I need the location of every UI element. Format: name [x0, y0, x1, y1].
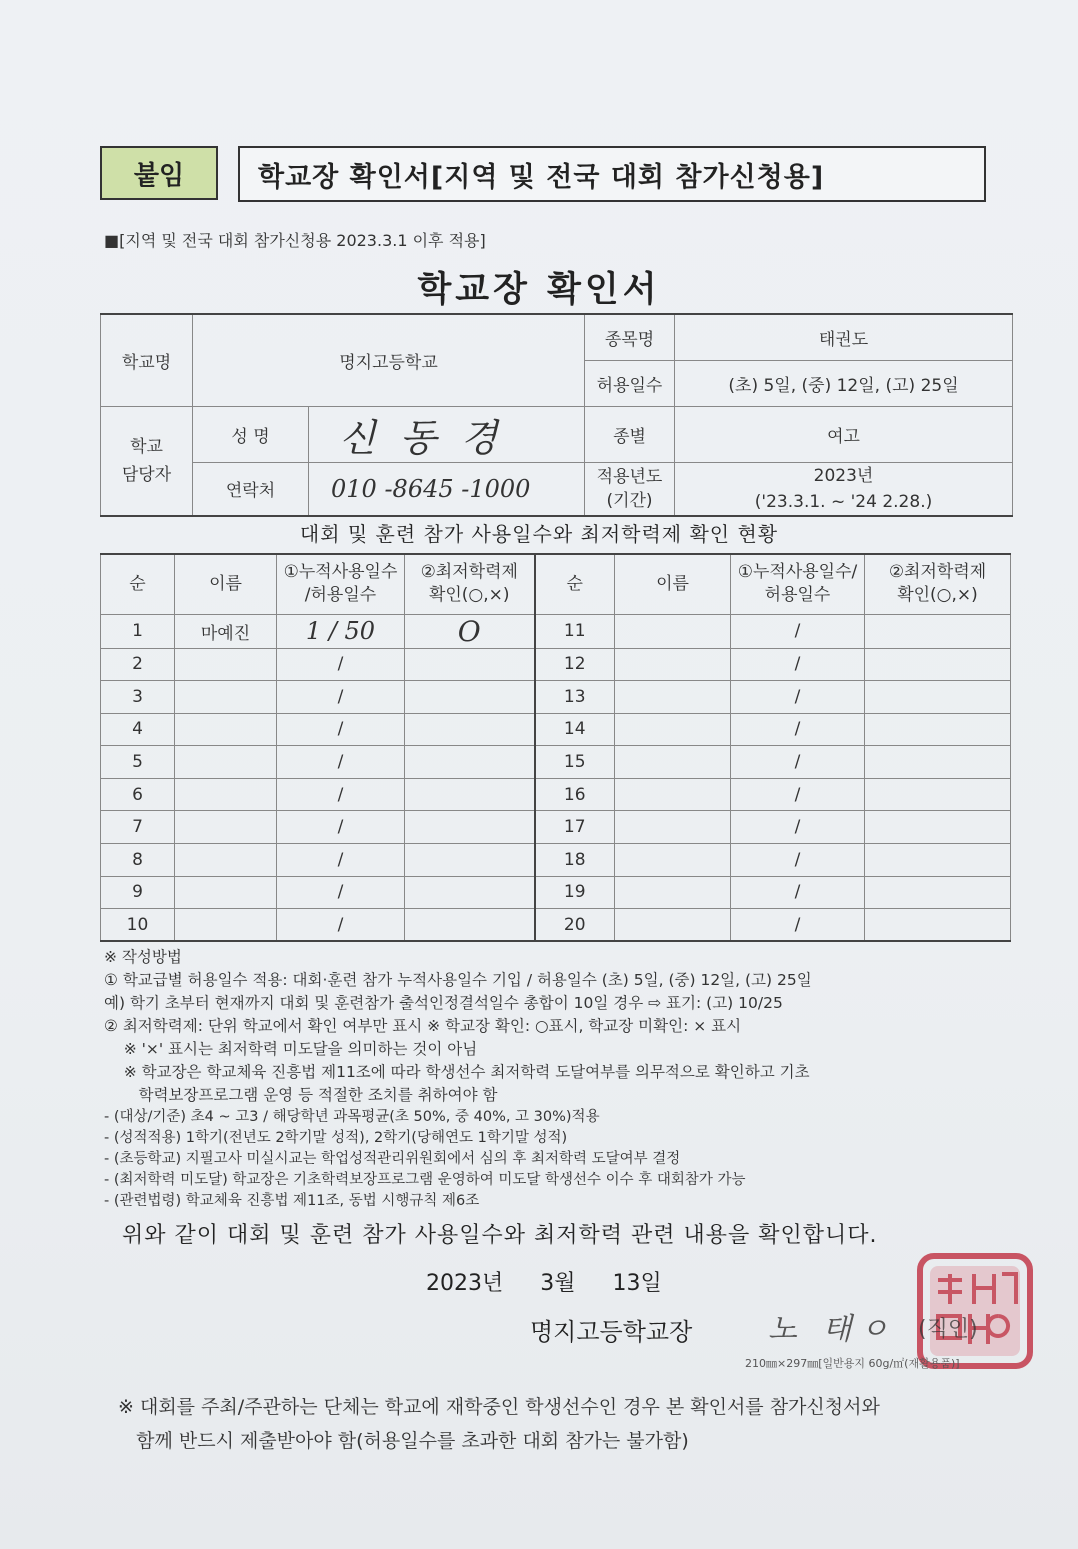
usage-table	[100, 553, 1011, 942]
table-row	[101, 778, 1011, 811]
contact-value: 010 -8645 -1000	[309, 462, 585, 516]
row-number-right: 16	[535, 778, 615, 811]
academic-check	[405, 876, 535, 909]
row-number-right: 13	[535, 681, 615, 714]
student-name-right	[615, 811, 731, 844]
academic-check	[405, 713, 535, 746]
year-value-cell	[675, 462, 1013, 516]
note-line: - (관련법령) 학교체육 진흥법 제11조, 동법 시행규칙 제6조	[104, 1193, 480, 1209]
student-name-right	[615, 681, 731, 714]
date-month: 3월	[540, 1271, 576, 1296]
period-label: (기간)	[606, 490, 653, 511]
header-acad-right-line2: 확인(○,×)	[897, 585, 978, 606]
confirmation-statement: 위와 같이 대회 및 훈련 참가 사용일수와 최저학력 관련 내용을 확인합니다.	[122, 1223, 878, 1248]
days-used: /	[277, 909, 405, 942]
manager-label: 학교 담당자	[101, 406, 193, 516]
header-no-right: 순	[535, 554, 615, 614]
contact-label: 연락처	[193, 462, 309, 516]
row-number: 6	[101, 778, 175, 811]
note-line: 학력보장프로그램 운영 등 적절한 조치를 취하여야 함	[104, 1086, 498, 1104]
row-number: 4	[101, 713, 175, 746]
header-days-line1: ①누적사용일수	[283, 562, 398, 583]
row-number: 1	[101, 614, 175, 648]
days-used-right: /	[731, 811, 865, 844]
student-name-right	[615, 876, 731, 909]
academic-check	[405, 811, 535, 844]
row-number: 9	[101, 876, 175, 909]
note-line: ② 최저학력제: 단위 학교에서 확인 여부만 표시 ※ 학교장 확인: ○표시, 학교장 미확인: × 표시	[104, 1017, 742, 1035]
days-used: /	[277, 648, 405, 681]
header-days	[277, 554, 405, 614]
table-row	[101, 876, 1011, 909]
academic-check-right	[865, 713, 1011, 746]
student-name	[175, 713, 277, 746]
note-line: - (초등학교) 지필고사 미실시교는 학업성적관리위원회에서 심의 후 최저학력 도달여부 결정	[104, 1151, 681, 1167]
header-acad-right-line1: ②최저학력제	[888, 562, 987, 583]
student-name	[175, 746, 277, 779]
academic-check-right	[865, 681, 1011, 714]
student-name	[175, 681, 277, 714]
row-number-right: 17	[535, 811, 615, 844]
header-days-right	[731, 554, 865, 614]
row-number-right: 18	[535, 844, 615, 877]
days-used-right: /	[731, 844, 865, 877]
header-days-right-line1: ①누적사용일수/	[737, 562, 858, 583]
instructions	[104, 946, 1014, 1212]
period-value: ('23.3.1. ~ '24 2.28.)	[754, 491, 933, 512]
header-no: 순	[101, 554, 175, 614]
school-value: 명지고등학교	[193, 314, 585, 406]
row-number-right: 14	[535, 713, 615, 746]
days-used: /	[277, 778, 405, 811]
academic-check	[405, 778, 535, 811]
principal-title: 명지고등학교장	[530, 1318, 693, 1346]
section-title: 대회 및 훈련 참가 사용일수와 최저학력제 확인 현황	[299, 522, 779, 546]
table-row	[101, 713, 1011, 746]
days-used-right: /	[731, 713, 865, 746]
type-value: 여고	[675, 406, 1013, 462]
table-row	[101, 681, 1011, 714]
principal-signature: 노 태ㅇ	[768, 1312, 897, 1347]
header-acad-line2: 확인(○,×)	[428, 585, 510, 606]
academic-check-right	[865, 844, 1011, 877]
days-label: 허용일수	[585, 360, 675, 406]
student-name-right	[615, 648, 731, 681]
row-number-right: 20	[535, 909, 615, 942]
header-days-line2: /허용일수	[304, 585, 377, 606]
days-used-right: /	[731, 746, 865, 779]
note-line: ※ 작성방법	[104, 948, 182, 966]
table-row	[101, 648, 1011, 681]
row-number-right: 11	[535, 614, 615, 648]
name-value: 신 동 경	[309, 406, 585, 462]
school-label: 학교명	[101, 314, 193, 406]
days-used-right: /	[731, 876, 865, 909]
sport-value: 태권도	[675, 314, 1013, 360]
student-name: 마예진	[175, 614, 277, 648]
student-name	[175, 844, 277, 877]
paper-spec: 210㎜×297㎜[일반용지 60g/㎡(재활용품)]	[745, 1357, 960, 1370]
row-number: 8	[101, 844, 175, 877]
student-name-right	[615, 614, 731, 648]
note-line: - (최저학력 미도달) 학교장은 기초학력보장프로그램 운영하여 미도달 학생선수 이수 후 대회참가 가능	[104, 1172, 746, 1188]
document-title: 학교장 확인서[지역 및 전국 대회 참가신청용]	[238, 146, 986, 202]
days-used-right: /	[731, 681, 865, 714]
date-day: 13일	[612, 1271, 662, 1296]
academic-check-right	[865, 648, 1011, 681]
academic-check	[405, 648, 535, 681]
type-label: 종별	[585, 406, 675, 462]
note-line: ※ '×' 표시는 최저학력 미도달을 의미하는 것이 아님	[104, 1040, 478, 1058]
student-name-right	[615, 778, 731, 811]
row-number-right: 12	[535, 648, 615, 681]
year-label-cell	[585, 462, 675, 516]
applicability-note: ■[지역 및 전국 대회 참가신청용 2023.3.1 이후 적용]	[104, 231, 486, 250]
student-name-right	[615, 746, 731, 779]
academic-check	[405, 909, 535, 942]
academic-check-right	[865, 876, 1011, 909]
official-seal-icon	[916, 1252, 1034, 1370]
footer-line: 함께 반드시 제출받아야 함(허용일수를 초과한 대회 참가는 불가함)	[118, 1430, 689, 1452]
student-name	[175, 909, 277, 942]
header-acad	[405, 554, 535, 614]
attachment-tag: 붙임	[100, 146, 218, 200]
table-row	[101, 909, 1011, 942]
days-used: /	[277, 713, 405, 746]
academic-check-right	[865, 746, 1011, 779]
main-title: 학교장 확인서	[417, 270, 661, 310]
year-label: 적용년도	[596, 466, 663, 487]
days-used: /	[277, 844, 405, 877]
days-used-right: /	[731, 648, 865, 681]
student-name	[175, 778, 277, 811]
days-value: (초) 5일, (중) 12일, (고) 25일	[675, 360, 1013, 406]
academic-check: O	[405, 614, 535, 648]
row-number: 5	[101, 746, 175, 779]
row-number-right: 19	[535, 876, 615, 909]
academic-check-right	[865, 811, 1011, 844]
footer-note	[118, 1390, 1018, 1458]
days-used-right: /	[731, 909, 865, 942]
academic-check	[405, 844, 535, 877]
seal-mark: (직인)	[918, 1317, 978, 1342]
header-days-right-line2: 허용일수	[764, 585, 831, 606]
row-number: 7	[101, 811, 175, 844]
table-row	[101, 746, 1011, 779]
row-number: 3	[101, 681, 175, 714]
note-line: 예) 학기 초부터 현재까지 대회 및 훈련참가 출석인정결석일수 총합이 10일 경우 ⇨ 표기: (고) 10/25	[104, 994, 783, 1012]
header-name-right: 이름	[615, 554, 731, 614]
days-used: /	[277, 746, 405, 779]
issue-date	[426, 1266, 692, 1297]
note-line: - (성적적용) 1학기(전년도 2학기말 성적), 2학기(당해연도 1학기말 성적)	[104, 1130, 568, 1146]
name-label: 성 명	[193, 406, 309, 462]
student-name	[175, 811, 277, 844]
student-name-right	[615, 713, 731, 746]
days-used: /	[277, 876, 405, 909]
academic-check-right	[865, 778, 1011, 811]
days-used: /	[277, 811, 405, 844]
table-row	[101, 614, 1011, 648]
info-table	[100, 313, 1013, 517]
year-value: 2023년	[813, 465, 874, 486]
student-name-right	[615, 909, 731, 942]
header-name: 이름	[175, 554, 277, 614]
table-row	[101, 811, 1011, 844]
student-name-right	[615, 844, 731, 877]
days-used: 1 / 50	[277, 614, 405, 648]
note-line: ① 학교급별 허용일수 적용: 대회·훈련 참가 누적사용일수 기입 / 허용일수 (초) 5일, (중) 12일, (고) 25일	[104, 971, 812, 989]
note-line: ※ 학교장은 학교체육 진흥법 제11조에 따라 학생선수 최저학력 도달여부를 의무적으로 확인하고 기초	[104, 1063, 810, 1081]
row-number-right: 15	[535, 746, 615, 779]
academic-check	[405, 746, 535, 779]
table-row	[101, 844, 1011, 877]
academic-check-right	[865, 909, 1011, 942]
header-acad-line1: ②최저학력제	[420, 562, 518, 583]
footer-line: ※ 대회를 주최/주관하는 단체는 학교에 재학중인 학생선수인 경우 본 확인서를 참가신청서와	[118, 1396, 880, 1418]
academic-check-right	[865, 614, 1011, 648]
header-acad-right	[865, 554, 1011, 614]
academic-check	[405, 681, 535, 714]
note-line: - (대상/기준) 초4 ~ 고3 / 해당학년 과목평균(초 50%, 중 40%, 고 30%)적용	[104, 1109, 600, 1125]
row-number: 2	[101, 648, 175, 681]
days-used-right: /	[731, 614, 865, 648]
row-number: 10	[101, 909, 175, 942]
days-used-right: /	[731, 778, 865, 811]
sport-label: 종목명	[585, 314, 675, 360]
student-name	[175, 876, 277, 909]
date-year: 2023년	[426, 1271, 504, 1296]
days-used: /	[277, 681, 405, 714]
student-name	[175, 648, 277, 681]
